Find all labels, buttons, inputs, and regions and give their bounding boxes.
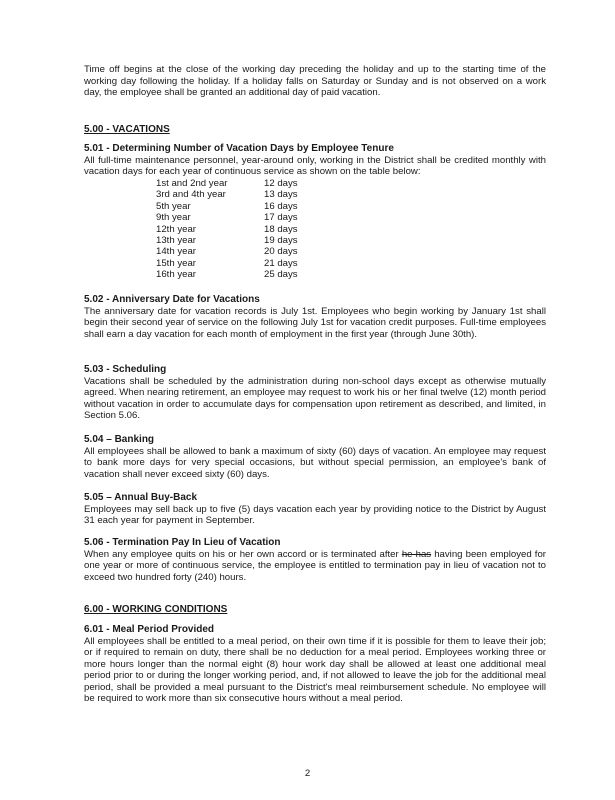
subsection-title: 5.04 – Banking <box>84 434 155 445</box>
subsection-title: 6.01 - Meal Period Provided <box>84 624 215 635</box>
subsection-body: When any employee quits on his or her own accord or is terminated after he has having been employed for one year or more of continuous service, the employee is entitled to termination pay in lieu of vacation not to exceed two hundred forty (240) hours. <box>84 548 546 583</box>
tenure-row <box>156 246 316 257</box>
tenure-year: 12th year <box>156 223 197 235</box>
tenure-row <box>156 235 316 246</box>
tenure-year: 15th year <box>156 257 197 269</box>
subsection-body: All employees shall be entitled to a meal period, on their own time if it is possible for them to leave their job; or if required to remain on duty, there shall be no deduction for a meal period. Employees working three or more hours longer than the normal eight (8) hour work day shall be allowed at least one additional meal period prior to or during the longer working period, and, if not allowed to leave the job for the additional meal period, shall be provided a meal pursuant to the District's meal reimbursement schedule. No employee will be required to work more than six consecutive hours without a meal period. <box>84 635 546 704</box>
tenure-year: 14th year <box>156 246 197 258</box>
tenure-days: 17 days <box>264 212 298 224</box>
section-6-01 <box>84 624 546 705</box>
section-5-01 <box>84 143 546 178</box>
section-heading-vacations: 5.00 - VACATIONS <box>84 124 170 135</box>
tenure-year: 13th year <box>156 234 197 246</box>
tenure-year: 5th year <box>156 200 191 212</box>
tenure-days: 20 days <box>264 246 298 258</box>
tenure-row <box>156 212 316 223</box>
subsection-title: 5.05 – Annual Buy-Back <box>84 492 198 503</box>
subsection-body: Employees may sell back up to five (5) days vacation each year by providing notice to the District by August 31 each year for payment in September. <box>84 503 546 526</box>
page-number: 2 <box>304 768 311 779</box>
tenure-row <box>156 224 316 235</box>
tenure-row <box>156 201 316 212</box>
tenure-days: 12 days <box>264 178 298 189</box>
tenure-year: 16th year <box>156 269 197 281</box>
section-5-05 <box>84 492 546 527</box>
section-5-02 <box>84 294 546 340</box>
tenure-days: 19 days <box>264 234 298 246</box>
tenure-days: 25 days <box>264 269 298 281</box>
section-5-06 <box>84 537 546 583</box>
tenure-days: 13 days <box>264 189 298 201</box>
tenure-year: 9th year <box>156 212 191 224</box>
tenure-row <box>156 258 316 269</box>
section-5-03 <box>84 364 546 422</box>
subsection-title: 5.01 - Determining Number of Vacation Days by Employee Tenure <box>84 143 394 154</box>
struck-text: he has <box>401 548 432 560</box>
section-5-04 <box>84 434 546 480</box>
subsection-title: 5.06 - Termination Pay In Lieu of Vacation <box>84 537 281 548</box>
tenure-row <box>156 178 316 189</box>
intro-paragraph: Time off begins at the close of the working day preceding the holiday and up to the starting time of the working day following the holiday. If a holiday falls on Saturday or Sunday and is not observed on a work day, the employee shall be granted an additional day of paid vacation. <box>84 64 546 98</box>
subsection-body: All full-time maintenance personnel, year-around only, working in the District shall be credited monthly with vacation days for each year of continuous service as shown on the table below: <box>84 154 546 177</box>
tenure-days: 18 days <box>264 223 298 235</box>
tenure-table <box>156 178 316 281</box>
tenure-days: 16 days <box>264 200 298 212</box>
tenure-row <box>156 269 316 280</box>
tenure-year: 1st and 2nd year <box>156 178 228 189</box>
subsection-title: 5.02 - Anniversary Date for Vacations <box>84 294 260 305</box>
subsection-body: The anniversary date for vacation records is July 1st. Employees who begin working by January 1st shall begin their second year of service on the following July 1st for vacation credit purposes. Full-time employees shall earn a day vacation for each month of employment in the first year (through June 30th). <box>84 305 546 340</box>
subsection-title: 5.03 - Scheduling <box>84 364 167 375</box>
section-heading-working-conditions: 6.00 - WORKING CONDITIONS <box>84 604 228 615</box>
subsection-body: Vacations shall be scheduled by the administration during non-school days except as otherwise mutually agreed. When nearing retirement, an employee may request to work his or her final twelve (12) month period without vacation in order to accumulate days for compensation upon retirement as described, and limited, in Section 5.06. <box>84 375 546 421</box>
tenure-year: 3rd and 4th year <box>156 189 226 201</box>
subsection-body: All employees shall be allowed to bank a maximum of sixty (60) days of vacation. An employee may request to bank more days for very special occasions, but without special permission, an employee's bank of vacation shall never exceed sixty (60) days. <box>84 445 546 480</box>
tenure-row <box>156 189 316 200</box>
tenure-days: 21 days <box>264 257 298 269</box>
